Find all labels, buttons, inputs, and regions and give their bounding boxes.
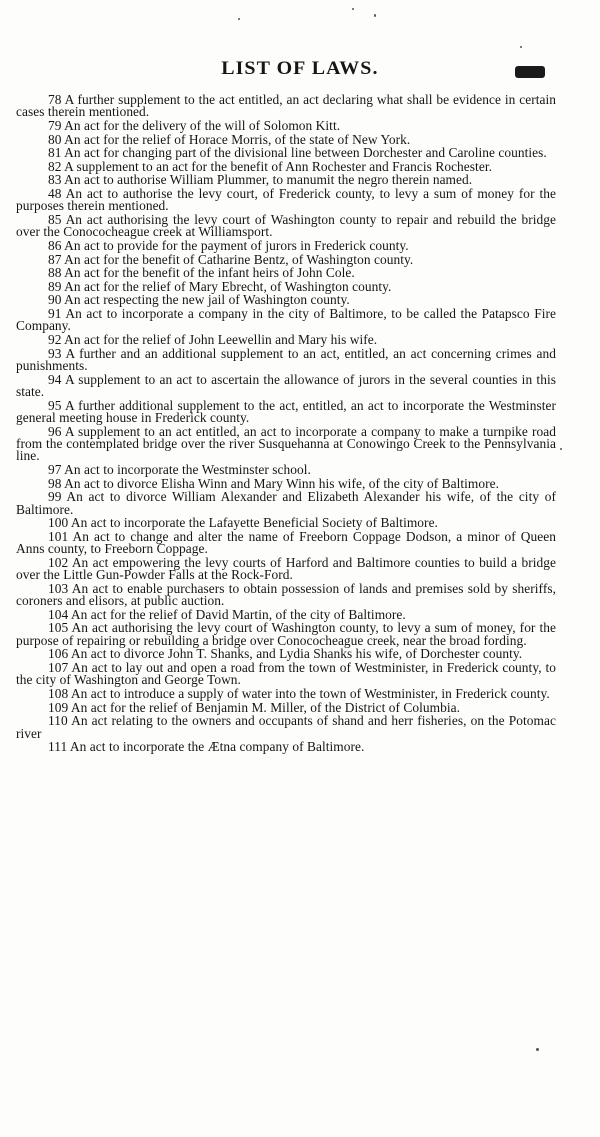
law-title: An act authorising the levy court of Washington county to repair and rebuild the bridge over the Conococheague creek at Williamsport. bbox=[16, 211, 556, 240]
law-entry bbox=[16, 554, 556, 583]
law-entry bbox=[16, 715, 556, 740]
law-title: A supplement to an act entitled, an act to incorporate a company to make a turnpike road from the contemplated bridge over the river Susquehanna at Conowingo Creek to the Pennsylvania line. bbox=[16, 423, 556, 464]
law-entry bbox=[16, 397, 556, 425]
law-entry bbox=[16, 147, 556, 159]
law-number: 90 bbox=[48, 292, 62, 308]
law-number: 100 bbox=[48, 515, 69, 531]
law-entry bbox=[16, 622, 556, 647]
law-entry bbox=[16, 278, 556, 294]
law-entry bbox=[16, 685, 556, 701]
law-entry bbox=[16, 211, 556, 240]
law-title: An act to divorce John T. Shanks, and Lydia Shanks his wife, of Dorchester county. bbox=[70, 646, 523, 662]
law-entry bbox=[16, 94, 556, 119]
law-title: An act for the delivery of the will of Solomon Kitt. bbox=[64, 118, 341, 133]
law-number: 109 bbox=[48, 699, 69, 715]
law-title: A supplement to an act to ascertain the allowance of jurors in the several counties in this state. bbox=[16, 371, 556, 399]
law-number: 110 bbox=[48, 713, 68, 729]
law-entry bbox=[16, 131, 556, 147]
law-entry bbox=[16, 580, 556, 609]
law-number: 103 bbox=[48, 580, 69, 596]
law-title: An act for the relief of Horace Morris, of the state of New York. bbox=[64, 131, 411, 147]
law-number: 86 bbox=[48, 237, 62, 253]
law-entry bbox=[16, 517, 556, 529]
law-entry bbox=[16, 371, 556, 399]
print-speck bbox=[520, 46, 522, 48]
law-entry bbox=[16, 491, 556, 516]
law-title: An act to lay out and open a road from the town of Westminister, in Frederick county, to the city of Washington and George Town. bbox=[16, 659, 556, 688]
law-number: 82 bbox=[48, 158, 62, 174]
law-title: An act to introduce a supply of water into the town of Westminister, in Frederick county. bbox=[70, 685, 550, 701]
law-entry bbox=[16, 174, 556, 186]
law-number: 87 bbox=[48, 251, 62, 267]
law-entry bbox=[16, 461, 556, 477]
law-number: 106 bbox=[48, 646, 69, 662]
print-speck bbox=[352, 8, 354, 10]
law-entry bbox=[16, 158, 556, 174]
law-title: An act to incorporate the Lafayette Beneficial Society of Baltimore. bbox=[70, 515, 438, 531]
law-number: 79 bbox=[48, 118, 62, 133]
print-speck bbox=[536, 1048, 539, 1051]
law-entry bbox=[16, 648, 556, 660]
law-number: 83 bbox=[48, 172, 62, 188]
law-number: 91 bbox=[48, 305, 62, 321]
law-entry bbox=[16, 475, 556, 491]
law-title: An act authorising the levy court of Washington county, to levy a sum of money, for the purpose of repairing or rebuilding a bridge over Conococheague creek, near the broad fording. bbox=[16, 620, 556, 648]
law-title: An act to incorporate a company in the city of Baltimore, to be called the Patapsco Fire Company. bbox=[16, 305, 556, 334]
law-number: 108 bbox=[48, 685, 69, 701]
law-number: 111 bbox=[48, 739, 68, 755]
law-title: An act empowering the levy courts of Harford and Baltimore counties to build a bridge over the Little Gun-Powder Falls at the Rock-Ford. bbox=[16, 554, 556, 583]
law-title: An act to incorporate the Westminster school. bbox=[64, 461, 311, 477]
law-title: An act for the relief of Mary Ebrecht, of Washington county. bbox=[64, 278, 392, 294]
law-title: An act to change and alter the name of Freeborn Coppage Dodson, a minor of Queen Anns county, to Freeborn Coppage. bbox=[16, 528, 556, 557]
law-entry bbox=[16, 120, 556, 132]
law-title: A further and an additional supplement to an act, entitled, an act concerning crimes and punishments. bbox=[16, 345, 556, 373]
law-number: 96 bbox=[48, 423, 62, 439]
law-number: 107 bbox=[48, 659, 69, 675]
law-title: An act for the relief of John Leewellin and Mary his wife. bbox=[64, 331, 378, 347]
law-title: An act to authorise William Plummer, to manumit the negro therein named. bbox=[64, 172, 473, 188]
law-title: An act for the relief of David Martin, of the city of Baltimore. bbox=[70, 606, 406, 622]
law-number: 85 bbox=[48, 211, 62, 227]
page-title bbox=[0, 58, 600, 80]
law-title: An act to incorporate the Ætna company of Baltimore. bbox=[69, 739, 365, 755]
law-title: An act to divorce William Alexander and Elizabeth Alexander his wife, of the city of Baltimore. bbox=[16, 489, 556, 517]
law-entry bbox=[16, 331, 556, 347]
law-title: An act to enable purchasers to obtain possession of lands and premises sold by sheriffs, coroners and elisors, at public auction. bbox=[16, 580, 556, 609]
law-title: An act for changing part of the divisional line between Dorchester and Caroline counties. bbox=[64, 145, 547, 161]
law-title: An act for the benefit of Catharine Bentz, of Washington county. bbox=[64, 251, 414, 267]
print-speck bbox=[238, 18, 240, 20]
law-number: 80 bbox=[48, 131, 62, 147]
law-number: 88 bbox=[48, 265, 62, 281]
law-entry bbox=[16, 237, 556, 253]
law-entry bbox=[16, 741, 556, 753]
law-title: An act to divorce Elisha Winn and Mary Winn his wife, of the city of Baltimore. bbox=[64, 475, 500, 491]
law-entry bbox=[16, 699, 556, 715]
law-entry bbox=[16, 659, 556, 688]
law-number: 78 bbox=[48, 92, 62, 107]
law-entry bbox=[16, 423, 556, 464]
law-title: A further supplement to the act entitled, an act declaring what shall be evidence in certain cases therein mentioned. bbox=[16, 92, 556, 120]
law-title: An act for the benefit of the infant heirs of John Cole. bbox=[64, 265, 355, 281]
law-number: 95 bbox=[48, 397, 62, 413]
law-title: An act respecting the new jail of Washington county. bbox=[64, 292, 350, 308]
laws-list bbox=[16, 94, 556, 755]
law-entry bbox=[16, 606, 556, 622]
law-number: 99 bbox=[48, 489, 62, 505]
law-title: An act relating to the owners and occupants of shand and herr fisheries, on the Potomac river bbox=[16, 713, 556, 741]
ink-blot bbox=[515, 66, 545, 78]
law-number: 92 bbox=[48, 331, 62, 347]
law-number: 101 bbox=[48, 528, 69, 544]
law-number: 93 bbox=[48, 345, 62, 361]
law-entry bbox=[16, 185, 556, 214]
law-title: A further additional supplement to the act, entitled, an act to incorporate the Westminster general meeting house in Frederick county. bbox=[16, 397, 556, 425]
law-number: 102 bbox=[48, 554, 69, 570]
law-title: An act to provide for the payment of jurors in Frederick county. bbox=[64, 237, 409, 253]
page-title-text: LIST OF LAWS. bbox=[221, 58, 379, 79]
law-entry bbox=[16, 251, 556, 267]
law-entry bbox=[16, 305, 556, 334]
law-title: An act for the relief of Benjamin M. Miller, of the District of Columbia. bbox=[70, 699, 461, 715]
law-entry bbox=[16, 267, 556, 279]
law-entry bbox=[16, 294, 556, 306]
law-number: 98 bbox=[48, 475, 62, 491]
law-title: A supplement to an act for the benefit of Ann Rochester and Francis Rochester. bbox=[64, 158, 492, 174]
law-number: 48 bbox=[48, 185, 62, 201]
print-speck bbox=[560, 448, 562, 450]
print-speck bbox=[374, 14, 376, 17]
law-number: 105 bbox=[48, 620, 69, 636]
law-number: 94 bbox=[48, 371, 62, 387]
law-entry bbox=[16, 528, 556, 557]
law-title: An act to authorise the levy court, of Frederick county, to levy a sum of money for the purposes therein mentioned. bbox=[16, 185, 556, 214]
law-number: 97 bbox=[48, 461, 62, 477]
law-number: 89 bbox=[48, 278, 62, 294]
law-number: 104 bbox=[48, 606, 69, 622]
law-entry bbox=[16, 345, 556, 373]
law-number: 81 bbox=[48, 145, 62, 161]
